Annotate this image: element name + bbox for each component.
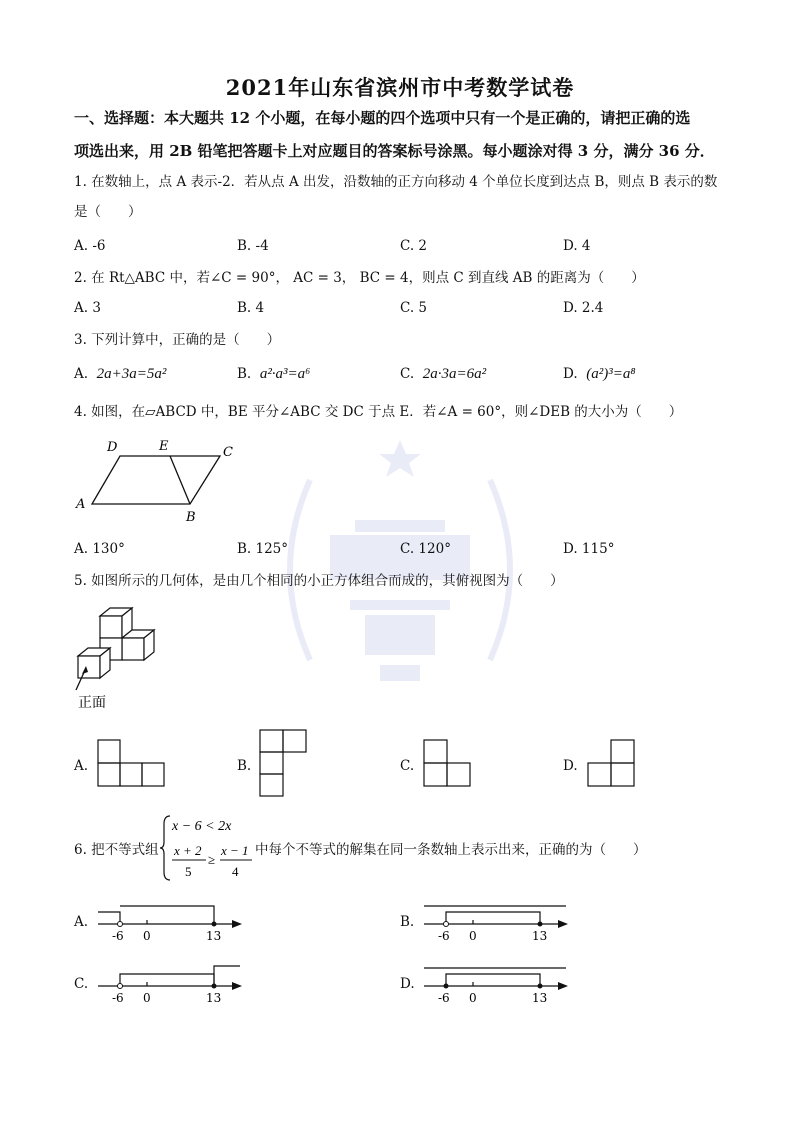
q2-option-b: B. 4 xyxy=(237,300,265,316)
question-1-line1: 1. 在数轴上，点 A 表示-2．若从点 A 出发，沿数轴的正方向移动 4 个单位长度到达点 B，则点 B 表示的数 xyxy=(74,174,718,190)
q1-option-c: C. 2 xyxy=(400,238,428,254)
tick-neg6: -6 xyxy=(112,991,124,1005)
label-a: A xyxy=(76,497,86,512)
ineq2-right-num: x − 1 xyxy=(221,843,249,858)
tick-neg6: -6 xyxy=(438,991,450,1005)
label-d: D xyxy=(107,440,118,455)
q6-option-a-label: A. xyxy=(74,914,89,930)
tick-13: 13 xyxy=(532,991,548,1005)
q6-option-a-numberline xyxy=(94,896,244,944)
q3-option-d xyxy=(563,366,636,383)
q5-option-c-view xyxy=(422,738,474,788)
q5-option-d-label: D. xyxy=(563,758,578,774)
cube-solid-figure xyxy=(72,606,172,714)
question-6-prefix: 6. 把不等式组 xyxy=(74,842,159,858)
page-title: 2021年山东省滨州市中考数学试卷 xyxy=(225,75,575,100)
section-heading-line1: 一、选择题：本大题共 12 个小题，在每小题的四个选项中只有一个是正确的，请把正确的选 xyxy=(74,109,691,127)
q5-option-b-label: B. xyxy=(237,758,252,774)
ineq2-right-den: 4 xyxy=(232,864,239,879)
q4-option-b: B. 125° xyxy=(237,541,289,557)
ineq2-sign: ≥ xyxy=(208,852,216,867)
tick-neg6: -6 xyxy=(438,929,450,943)
q2-option-c: C. 5 xyxy=(400,300,428,316)
q6-option-b-numberline xyxy=(420,896,570,944)
question-2: 2. 在 Rt△ABC 中，若∠C = 90°， AC = 3， BC = 4，则点 C 到直线 AB 的距离为（ ） xyxy=(74,270,645,286)
q5-option-c-label: C. xyxy=(400,758,415,774)
inequality-system xyxy=(160,812,260,884)
tick-neg6: -6 xyxy=(112,929,124,943)
q6-option-d-numberline xyxy=(420,958,570,1006)
front-view-label: 正面 xyxy=(78,694,106,710)
q3-option-b-label: B. xyxy=(237,366,252,382)
q3-option-d-label: D. xyxy=(563,366,578,382)
watermark-logo xyxy=(270,430,530,700)
question-3: 3. 下列计算中，正确的是（ ） xyxy=(74,332,281,348)
q2-option-a: A. 3 xyxy=(74,300,101,316)
q3-option-a xyxy=(74,366,166,383)
tick-0: 0 xyxy=(143,991,151,1005)
q3-option-c-math: 2a·3a=6a² xyxy=(422,366,487,382)
section-heading-line2: 项选出来，用 2B 铅笔把答题卡上对应题目的答案标号涂黑。每小题涂对得 3 分，满分 36 分． xyxy=(74,142,715,160)
q3-option-a-math: 2a+3a=5a² xyxy=(96,366,167,382)
label-e: E xyxy=(159,439,169,454)
label-b: B xyxy=(186,510,196,525)
q3-option-b xyxy=(237,366,310,383)
parallelogram-abcd xyxy=(92,456,220,504)
parallelogram-figure xyxy=(70,436,250,528)
tick-13: 13 xyxy=(206,929,222,943)
q3-option-a-label: A. xyxy=(74,366,89,382)
ineq2-left-den: 5 xyxy=(185,864,192,879)
q5-option-a-view xyxy=(96,738,168,788)
q6-option-c-numberline xyxy=(94,958,244,1006)
q2-option-d: D. 2.4 xyxy=(563,300,604,316)
tick-0: 0 xyxy=(143,929,151,943)
question-6-suffix: 中每个不等式的解集在同一条数轴上表示出来，正确的为（ ） xyxy=(255,842,647,858)
q5-option-b-view xyxy=(258,728,310,800)
q6-option-b-label: B. xyxy=(400,914,415,930)
ineq2-left-num: x + 2 xyxy=(174,843,202,858)
tick-0: 0 xyxy=(469,929,477,943)
q5-option-a-label: A. xyxy=(74,758,89,774)
q6-option-d-label: D. xyxy=(400,976,415,992)
question-5: 5. 如图所示的几何体，是由几个相同的小正方体组合而成的，其俯视图为（ ） xyxy=(74,573,564,589)
q1-option-d: D. 4 xyxy=(563,238,591,254)
q3-option-c xyxy=(400,366,486,383)
q4-option-a: A. 130° xyxy=(74,541,125,557)
question-4: 4. 如图，在▱ABCD 中，BE 平分∠ABC 交 DC 于点 E．若∠A = 60°，则∠DEB 的大小为（ ） xyxy=(74,404,683,420)
tick-13: 13 xyxy=(532,929,548,943)
label-c: C xyxy=(223,445,233,460)
q3-option-c-label: C. xyxy=(400,366,415,382)
q4-option-d: D. 115° xyxy=(563,541,615,557)
q1-option-a: A. -6 xyxy=(74,238,106,254)
inequality-1: x − 6 < 2x xyxy=(172,819,232,834)
segment-be xyxy=(170,456,190,504)
q5-option-d-view xyxy=(586,738,638,788)
question-1-line2: 是（ ） xyxy=(74,204,142,220)
tick-13: 13 xyxy=(206,991,222,1005)
q6-option-c-label: C. xyxy=(74,976,89,992)
q1-option-b: B. -4 xyxy=(237,238,269,254)
q3-option-d-math: (a²)³=a⁸ xyxy=(586,366,636,382)
q4-option-c: C. 120° xyxy=(400,541,451,557)
tick-0: 0 xyxy=(469,991,477,1005)
q3-option-b-math: a²·a³=a⁶ xyxy=(259,366,311,382)
section-heading xyxy=(74,102,734,168)
